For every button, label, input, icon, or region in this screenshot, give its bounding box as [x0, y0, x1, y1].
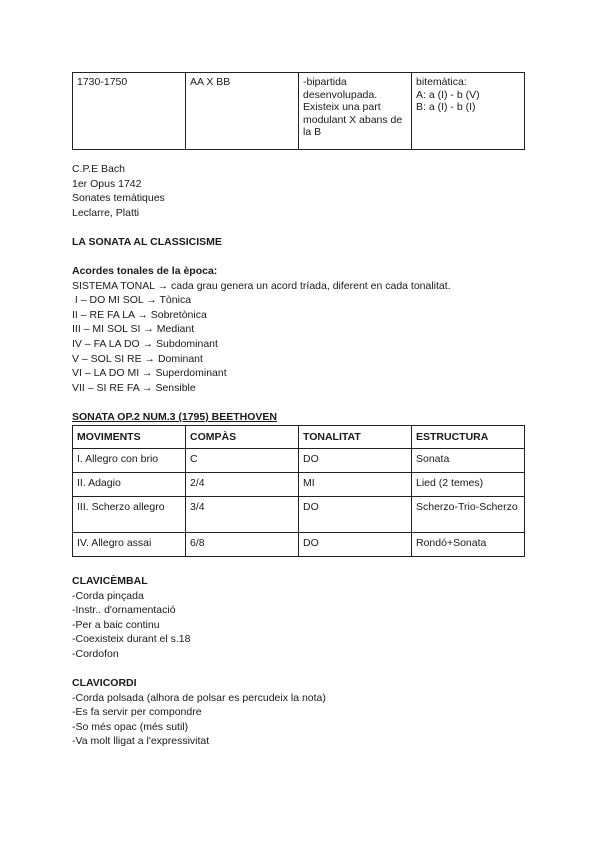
thematic-cell — [412, 73, 525, 150]
table-cell: Sonata — [412, 448, 525, 472]
acordes-block — [72, 264, 451, 395]
period-table — [72, 72, 525, 150]
list-item: -Corda pinçada — [72, 589, 144, 602]
clavicordi-heading: CLAVICORDI — [72, 677, 137, 689]
cpe-bach-block — [72, 162, 165, 220]
form-cell: AA X BB — [186, 73, 299, 150]
table-cell: DO — [299, 496, 412, 532]
degree-line: IV – FA LA DO → Subdominant — [72, 337, 218, 350]
acordes-intro: SISTEMA TONAL → cada grau genera un acord tríada, diferent en cada tonalitat. — [72, 279, 451, 292]
table-cell: 3/4 — [186, 496, 299, 532]
sonata-heading: SONATA OP.2 NUM.3 (1795) BEETHOVEN — [72, 411, 277, 423]
list-item: -Corda polsada (alhora de polsar es percudeix la nota) — [72, 691, 326, 704]
table-cell: DO — [299, 448, 412, 472]
list-item: -Cordofon — [72, 647, 119, 660]
list-item: -Coexisteix durant el s.18 — [72, 633, 191, 646]
table-cell: 6/8 — [186, 532, 299, 556]
table-cell: 2/4 — [186, 472, 299, 496]
list-item: -Per a baic continu — [72, 618, 160, 631]
column-header: TONALITAT — [299, 426, 412, 449]
classicisme-heading: LA SONATA AL CLASSICISME — [72, 236, 222, 248]
column-header: MOVIMENTS — [73, 426, 186, 449]
table-cell: Scherzo-Trio-Scherzo — [412, 496, 525, 532]
table-cell: MI — [299, 472, 412, 496]
thematic-line-b: B: a (I) - b (I) — [416, 101, 476, 114]
text-line: 1er Opus 1742 — [72, 177, 142, 190]
clavicordi-block — [72, 676, 326, 749]
sonata-table — [72, 425, 525, 557]
text-line: Leclarre, Platti — [72, 206, 140, 219]
clavicembal-block — [72, 574, 190, 662]
table-cell: I. Allegro con brio — [73, 448, 186, 472]
text-line: Sonates temàtiques — [72, 192, 165, 205]
table-cell: Lied (2 temes) — [412, 472, 525, 496]
table-row — [73, 472, 525, 496]
degree-line: VI – LA DO MI → Superdominant — [72, 367, 227, 380]
degree-line: VII – SI RE FA → Sensible — [72, 381, 196, 394]
list-item: -Va molt lligat a l'expressivitat — [72, 735, 210, 748]
list-item: -Es fa servir per compondre — [72, 706, 202, 719]
list-item: -Instr.. d'ornamentació — [72, 604, 176, 617]
table-cell: II. Adagio — [73, 472, 186, 496]
degree-line: II – RE FA LA → Sobretònica — [72, 308, 207, 321]
period-cell: 1730-1750 — [73, 73, 186, 150]
column-header: ESTRUCTURA — [412, 426, 525, 449]
table-header-row — [73, 426, 525, 449]
text-line: C.P.E Bach — [72, 163, 125, 175]
degree-line: I – DO MI SOL → Tònica — [72, 294, 192, 307]
table-cell: III. Scherzo allegro — [73, 496, 186, 532]
table-cell: DO — [299, 532, 412, 556]
acordes-heading: Acordes tonales de la època: — [72, 265, 218, 277]
table-row — [73, 532, 525, 556]
degree-line: V – SOL SI RE → Dominant — [72, 352, 203, 365]
table-row — [73, 448, 525, 472]
table-cell: C — [186, 448, 299, 472]
list-item: -So més opac (més sutil) — [72, 720, 189, 733]
table-row — [73, 73, 525, 150]
thematic-line-a: A: a (I) - b (V) — [416, 88, 480, 101]
table-cell: Rondó+Sonata — [412, 532, 525, 556]
thematic-label: bitemàtica: — [416, 76, 467, 88]
table-row — [73, 496, 525, 532]
clavicembal-heading: CLAVICÈMBAL — [72, 575, 148, 587]
table-cell: IV. Allegro assai — [73, 532, 186, 556]
description-cell: -bipartida desenvolupada. Existeix una part modulant X abans de la B — [299, 73, 412, 150]
degree-line: III – MI SOL SI → Mediant — [72, 323, 195, 336]
column-header: COMPÀS — [186, 426, 299, 449]
